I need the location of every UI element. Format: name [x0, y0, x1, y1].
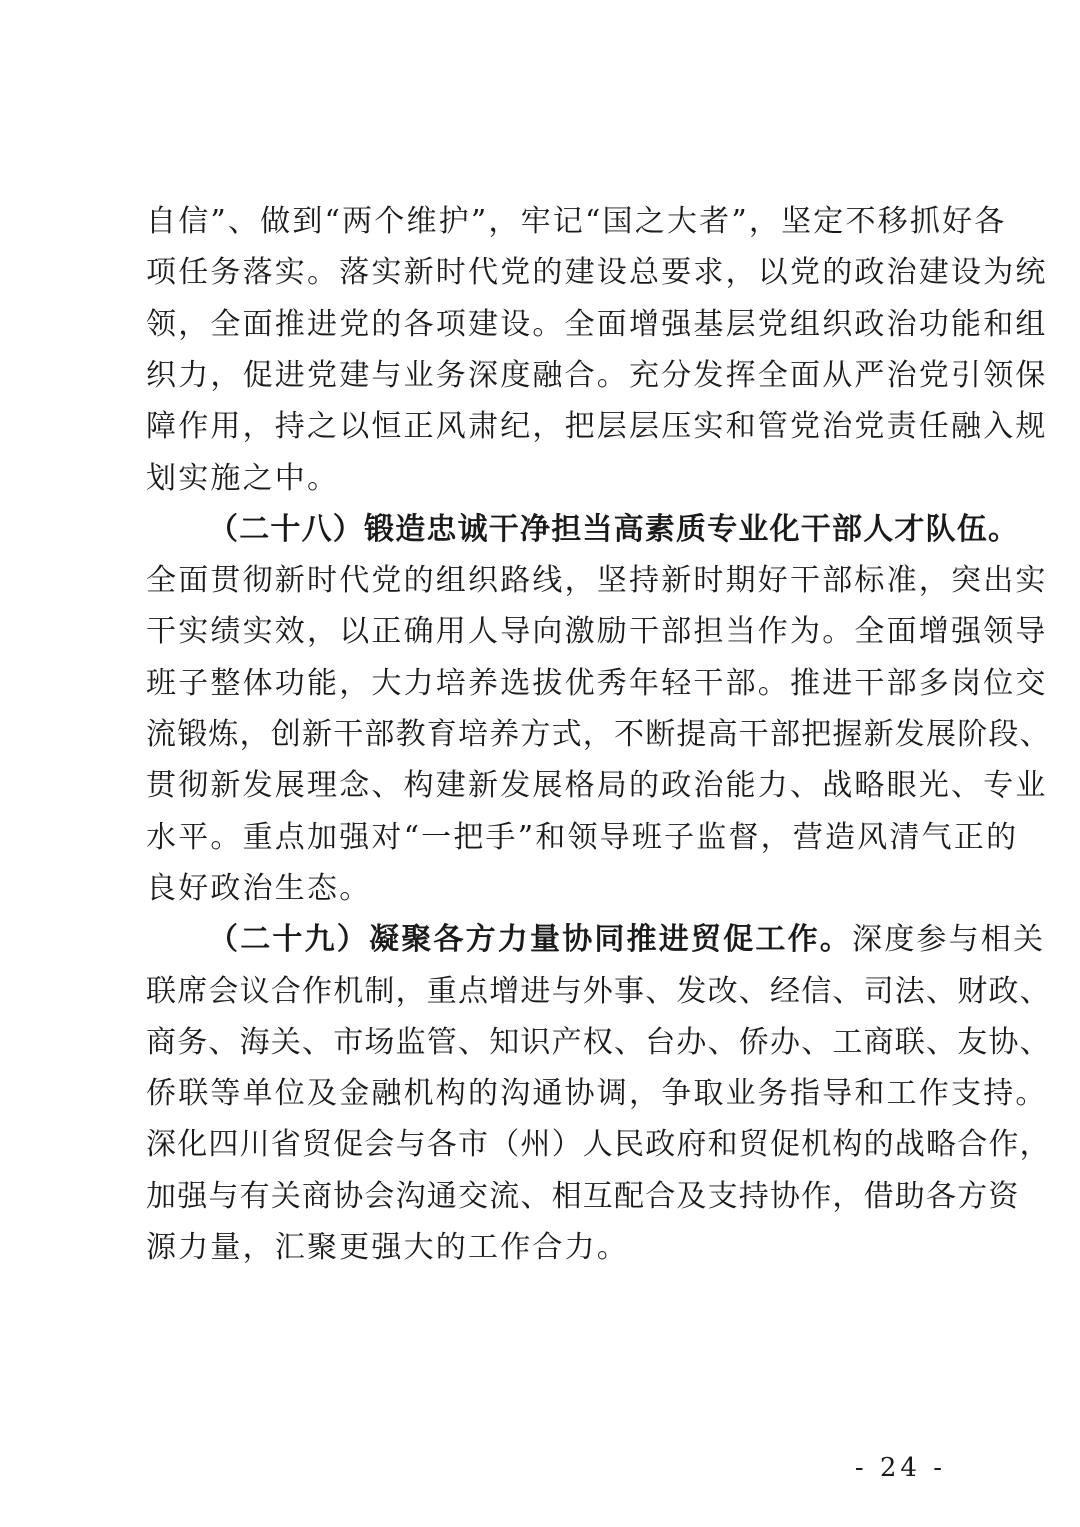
- section-first-line: [208, 914, 1046, 966]
- page-number: - 24 -: [854, 1453, 946, 1483]
- paragraph-line: 划实施之中。: [146, 461, 340, 496]
- paragraph-line: 贯彻新发展理念、构建新发展格局的政治能力、战略眼光、专业: [146, 768, 1048, 803]
- paragraph-line: 加强与有关商协会沟通交流、相互配合及支持协作，借助各方资: [146, 1179, 1020, 1214]
- section-heading: （二十八）锻造忠诚干净担当高素质专业化干部人才队伍。: [208, 512, 1020, 547]
- paragraph-line: 侨联等单位及金融机构的沟通协调，争取业务指导和工作支持。: [146, 1076, 1048, 1111]
- paragraph-line: 源力量，汇聚更强大的工作合力。: [146, 1230, 629, 1265]
- paragraph-line: 项任务落实。落实新时代党的建设总要求，以党的政治建设为统: [146, 255, 1048, 290]
- paragraph-line: 商务、海关、市场监管、知识产权、台办、侨办、工商联、友协、: [146, 1025, 1051, 1060]
- paragraph-line: 障作用，持之以恒正风肃纪，把层层压实和管党治党责任融入规: [146, 409, 1048, 444]
- paragraph-line: 班子整体功能，大力培养选拔优秀年轻干部。推进干部多岗位交: [146, 666, 1048, 701]
- paragraph-line: 良好政治生态。: [146, 871, 372, 906]
- paragraph-line: 深化四川省贸促会与各市（州）人民政府和贸促机构的战略合作，: [146, 1127, 1051, 1162]
- paragraph-line: 水平。重点加强对“一把手”和领导班子监督，营造风清气正的: [146, 820, 1019, 855]
- paragraph-line: 全面贯彻新时代党的组织路线，坚持新时期好干部标准，突出实: [146, 563, 1048, 598]
- paragraph-line: 领，全面推进党的各项建设。全面增强基层党组织政治功能和组: [146, 307, 1048, 342]
- paragraph-line: 联席会议合作机制，重点增进与外事、发改、经信、司法、财政、: [146, 974, 1051, 1009]
- section-first-line-text: 深度参与相关: [852, 922, 1046, 957]
- paragraph-line: 自信”、做到“两个维护”，牢记“国之大者”，坚定不移抓好各: [146, 204, 1007, 239]
- paragraph-line: 流锻炼，创新干部教育培养方式，不断提高干部把握新发展阶段、: [146, 717, 1051, 752]
- paragraph-line: 干实绩实效，以正确用人导向激励干部担当作为。全面增强领导: [146, 614, 1048, 649]
- paragraph-line: 织力，促进党建与业务深度融合。充分发挥全面从严治党引领保: [146, 358, 1048, 393]
- section-heading: （二十九）凝聚各方力量协同推进贸促工作。: [208, 922, 852, 957]
